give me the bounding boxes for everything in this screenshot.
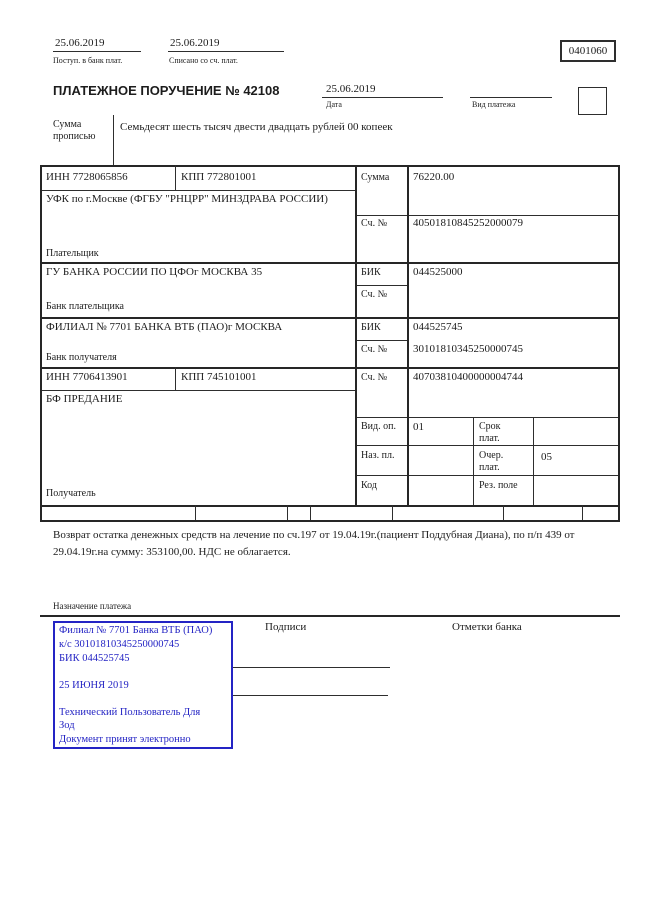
stamp-date: 25 ИЮНЯ 2019 [59,680,129,691]
inn-row-border [40,190,355,191]
payer-section-label: Плательщик [46,248,99,259]
payer-bank-section-border [40,317,620,319]
received-in-bank-date: 25.06.2019 [55,37,105,49]
payer-bank-bik-label: БИК [361,267,381,278]
payment-kind-label: Вид платежа [472,100,516,109]
payer-bank-name: ГУ БАНКА РОССИИ ПО ЦФОг МОСКВА 35 [46,266,263,278]
signature-line-1 [233,667,390,668]
payment-purpose-label: Назначение платежа [53,601,132,611]
priority-label: Очер. плат. [479,450,504,473]
tax-row-bottom-border [40,520,620,522]
written-off-label: Списано со сч. плат. [169,56,238,65]
payee-name: БФ ПРЕДАНИЕ [46,393,123,405]
table-border-right [618,165,620,522]
payer-bank-bik: 044525000 [413,266,463,278]
payee-kpp: КПП 745101001 [181,371,257,383]
value-column-left-border [407,165,409,505]
payee-bank-bik-label: БИК [361,322,381,333]
tax-row-divider-2 [287,505,288,520]
stamp-user: Технический Пользователь Для Зод [59,707,201,732]
signatures-heading: Подписи [265,621,307,633]
table-border-left [40,165,42,522]
inn-kpp-divider [175,165,176,190]
purpose-section-border [40,615,620,617]
signature-line-2 [233,695,388,696]
tax-row-divider-5 [503,505,504,520]
payment-kind-underline [470,97,552,98]
purpose-code-label: Наз. пл. [361,450,395,461]
op-kind-value: 01 [413,421,424,433]
document-date: 25.06.2019 [326,83,376,95]
payee-account: 40703810400000004744 [413,371,523,383]
bank-marks-heading: Отметки банка [452,621,522,633]
sum-row-border [355,215,620,216]
tax-row-divider-1 [195,505,196,520]
op-kind-label: Вид. оп. [361,421,396,432]
op-block-top-border [355,417,620,418]
payer-section-border [40,262,620,264]
code-label: Код [361,480,377,491]
payer-inn: ИНН 7728065856 [46,171,128,183]
date-underline [322,97,443,98]
sum-value: 76220.00 [413,171,455,183]
payer-name: УФК по г.Москве (ФГБУ "РНЦРР" МИНЗДРАВА РОССИИ) [46,193,328,205]
tax-row-divider-6 [582,505,583,520]
written-off-date: 25.06.2019 [170,37,220,49]
payee-bank-section-border [40,367,620,369]
stamp-status: Документ принят электронно [59,734,191,745]
payer-bank-bik-border [355,285,407,286]
label-column-left-border [355,165,357,505]
payer-account: 40501810845252000079 [413,217,523,229]
payee-bank-bik: 044525745 [413,321,463,333]
payee-bank-account: 30101810345250000745 [413,343,523,355]
payer-bank-account-label: Сч. № [361,289,388,300]
payee-bank-section-label: Банк получателя [46,352,117,363]
tax-row-divider-3 [310,505,311,520]
pay-term-label: Срок плат. [479,421,501,444]
amount-in-words-text: Семьдесят шесть тысяч двести двадцать рублей 00 копеек [120,121,393,133]
stamp-corr-account: к/с 30101810345250000745 [59,639,180,650]
op-block-divider-2 [533,417,534,505]
reserve-field-label: Рез. поле [479,480,518,491]
status-field-box [578,87,607,115]
amount-words-divider [113,115,114,165]
sum-label: Сумма [361,172,390,183]
payee-inn-row-border [40,390,355,391]
received-date-underline [53,51,141,52]
op-block-divider-1 [473,417,474,505]
date-label: Дата [326,100,342,109]
stamp-bik: БИК 044525745 [59,653,130,664]
amount-in-words-label: Сумма прописью [53,119,96,142]
form-code: 0401060 [568,45,608,57]
tax-row-divider-4 [392,505,393,520]
payee-section-label: Получатель [46,488,96,499]
payee-bank-name: ФИЛИАЛ № 7701 БАНКА ВТБ (ПАО)г МОСКВА [46,321,283,333]
received-in-bank-label: Поступ. в банк плат. [53,56,123,65]
table-border-top [40,165,620,167]
table-border-bottom [40,505,620,507]
payment-purpose-text: Возврат остатка денежных средств на лечение по сч.197 от 19.04.19г.(пациент Поддубная Диана), по п/п 439 от 29.04.19г.на сумму: 353100,00. НДС не облагается. [53,529,575,558]
payer-account-label: Сч. № [361,218,388,229]
payee-account-label: Сч. № [361,372,388,383]
payee-bank-bik-border [355,340,407,341]
payer-kpp: КПП 772801001 [181,171,257,183]
priority-value: 05 [541,451,552,463]
document-title: ПЛАТЕЖНОЕ ПОРУЧЕНИЕ № 42108 [53,83,280,98]
op-row1-border [355,445,620,446]
payee-inn-kpp-divider [175,367,176,390]
form-code-box [560,40,616,62]
op-row2-border [355,475,620,476]
payee-inn: ИНН 7706413901 [46,371,128,383]
payee-bank-account-label: Сч. № [361,344,388,355]
stamp-bank-name: Филиал № 7701 Банка ВТБ (ПАО) [59,625,213,636]
payer-bank-section-label: Банк плательщика [46,301,124,312]
written-off-underline [168,51,284,52]
